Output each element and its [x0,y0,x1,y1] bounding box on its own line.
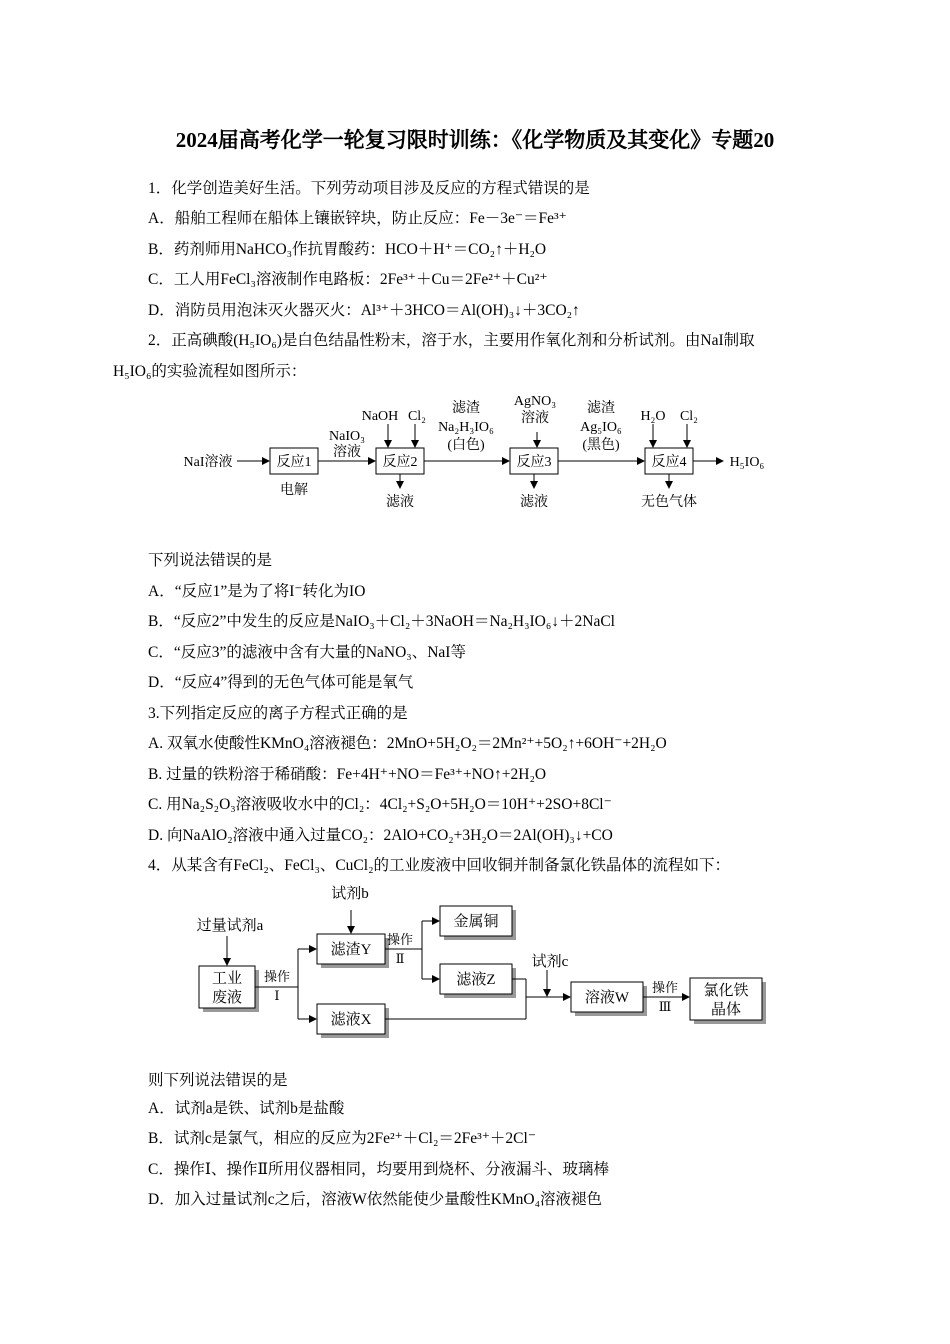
flow-colorless-gas: 无色气体 [641,495,697,510]
crystal-label-1: 氯化铁 [703,983,749,999]
q4-option-c: C．操作Ⅰ、操作Ⅱ所用仪器相同，均要用到烧杯、分液漏斗、玻璃棒 [148,1161,609,1178]
q2-stem-2: H₅IO₆的实验流程如图所示： [113,363,307,380]
flow-naio3: NaIO₃ [329,429,365,444]
q4-option-d: D．加入过量试剂c之后，溶液W依然能使少量酸性KMnO₄溶液褪色 [148,1191,603,1208]
flow-reaction-4: 反应4 [651,455,687,470]
flow-ag5io6: Ag₅IO₆ [580,420,622,435]
flow-reaction-2: 反应2 [382,455,418,470]
op3-label: 操作 [651,980,679,995]
op1-label: 操作 [263,969,291,984]
q2-stem-1: 2．正高碘酸(H₅IO₆)是白色结晶性粉末，溶于水，主要用作氧化剂和分析试剂。由NaI制取 [148,332,755,349]
q4-prompt: 则下列说法错误的是 [148,1072,288,1089]
flow-reaction-3: 反应3 [516,455,552,470]
q1-option-b: B．药剂师用NaHCO₃作抗胃酸药：HCO＋H⁺＝CO₂↑＋H₂O [148,241,547,258]
slag-y-label: 滤渣Y [330,942,372,958]
q2-option-a: A．“反应1”是为了将I⁻转化为IO [148,583,366,600]
reagent-b-label: 试剂b [331,886,369,902]
q3-stem: 3.下列指定反应的离子方程式正确的是 [148,705,408,722]
q2-option-c: C．“反应3”的滤液中含有大量的NaNO₃、NaI等 [148,644,466,661]
flow-black: (黑色) [582,438,620,453]
flow-filtrate-3: 滤液 [520,495,548,510]
op3-num: Ⅲ [658,999,672,1014]
q3-option-c: C. 用Na₂S₂O₃溶液吸收水中的Cl₂：4Cl₂+S₂O+5H₂O＝10H⁺+2SO+8Cl⁻ [148,796,612,813]
waste-label-1: 工业 [211,971,243,987]
flow-slag-2: 滤渣 [587,401,615,416]
reagent-c-label: 试剂c [531,954,569,970]
flow-agno3: AgNO₃ [513,394,557,409]
flow-cl2-b: Cl₂ [679,409,699,424]
q4-option-b: B．试剂c是氯气，相应的反应为2Fe²⁺＋Cl₂＝2Fe³⁺＋2Cl⁻ [148,1130,537,1147]
q4-stem: 4．从某含有FeCl₂、FeCl₃、CuCl₂的工业废液中回收铜并制备氯化铁晶体的流程如下： [148,857,730,874]
flow-reaction-1: 反应1 [276,455,312,470]
flow-naio3-solution: 溶液 [333,445,361,460]
waste-label-2: 废液 [211,990,243,1006]
flow-slag-1: 滤渣 [452,401,480,416]
q1-option-c: C．工人用FeCl₃溶液制作电路板：2Fe³⁺＋Cu＝2Fe²⁺＋Cu²⁺ [148,271,548,288]
flow-h5io6: H₅IO₆ [729,455,765,470]
q4-option-a: A．试剂a是铁、试剂b是盐酸 [148,1100,345,1117]
page-title: 2024届高考化学一轮复习限时训练：《化学物质及其变化》专题20 [175,128,775,152]
flow-nai-solution: NaI溶液 [183,455,233,470]
q1-stem: 1．化学创造美好生活。下列劳动项目涉及反应的方程式错误的是 [148,180,590,197]
q1-option-a: A．船舶工程师在船体上镶嵌锌块，防止反应：Fe－3e⁻＝Fe³⁺ [148,210,567,227]
flow-na2h3io6: Na₂H₃IO₆ [438,420,494,435]
q3-option-d: D. 向NaAlO₂溶液中通入过量CO₂：2AlO+CO₂+3H₂O＝2Al(OH)₃↓+CO [148,827,613,844]
q3-option-b: B. 过量的铁粉溶于稀硝酸：Fe+4H⁺+NO＝Fe³⁺+NO↑+2H₂O [148,766,547,783]
filtrate-z-label: 滤液Z [456,972,496,988]
filtrate-x-label: 滤液X [330,1012,372,1028]
flow-electrolysis: 电解 [280,483,308,498]
crystal-label-2: 晶体 [710,1002,742,1018]
solution-w-label: 溶液W [584,990,630,1006]
copper-label: 金属铜 [453,914,499,930]
q3-option-a: A. 双氧水使酸性KMnO₄溶液褪色：2MnO+5H₂O₂＝2Mn²⁺+5O₂↑+6OH⁻+2H₂O [148,735,667,752]
q2-option-b: B．“反应2”中发生的反应是NaIO₃＋Cl₂＋3NaOH＝Na₂H₃IO₆↓＋2NaCl [148,613,615,630]
op2-num: Ⅱ [395,951,405,966]
q2-option-d: D．“反应4”得到的无色气体可能是氧气 [148,674,414,691]
flow-h2o: H₂O [640,409,666,424]
flow-cl2-a: Cl₂ [407,409,427,424]
flow-naoh: NaOH [361,409,399,424]
q2-prompt: 下列说法错误的是 [148,552,273,569]
op2-label: 操作 [386,932,414,947]
q4-flow-diagram [190,880,780,1040]
flow-filtrate-2: 滤液 [386,495,414,510]
flow-agno3-solution: 溶液 [521,411,549,426]
flow-white: (白色) [447,438,485,453]
reagent-a-label: 过量试剂a [196,918,264,934]
q2-flow-diagram [175,388,775,518]
q1-option-d: D．消防员用泡沫灭火器灭火：Al³⁺＋3HCO＝Al(OH)₃↓＋3CO₂↑ [148,302,580,319]
op1-num: Ⅰ [274,988,280,1003]
